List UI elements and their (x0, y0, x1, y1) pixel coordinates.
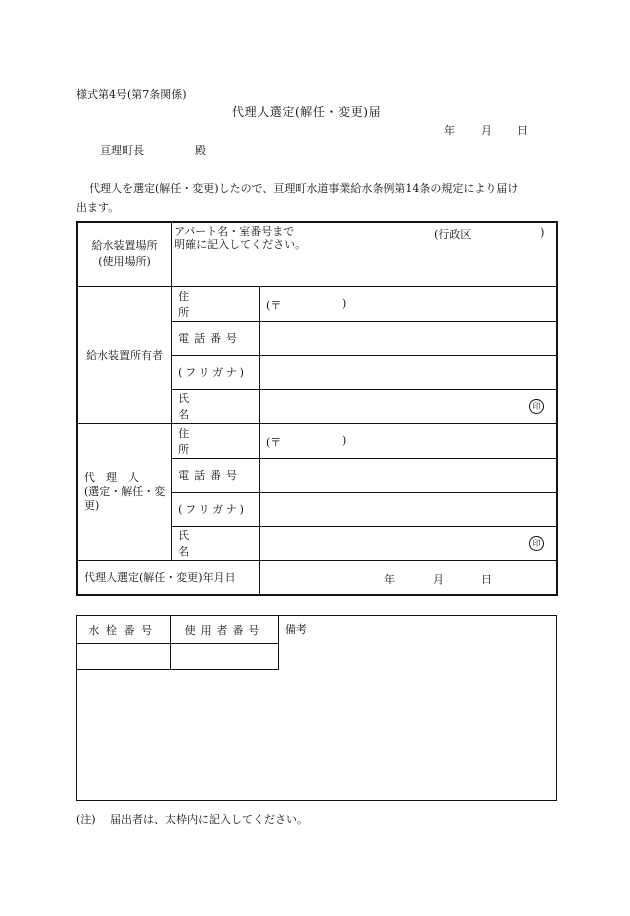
owner-label: 給水装置所有者 (86, 348, 164, 362)
owner-label-cell (77, 286, 172, 423)
agent-label-cell (77, 423, 172, 560)
intro-line-1: 代理人を選定(解任・変更)したので、亘理町水道事業給水条例第14条の規定により届け (89, 182, 519, 195)
meter-number-field[interactable] (77, 644, 171, 670)
owner-phone-label-cell (172, 321, 260, 355)
agent-date-month: 月 (432, 572, 444, 586)
location-label-line-1: 給水装置場所 (91, 239, 158, 253)
agent-postal-close: ) (341, 433, 347, 447)
agent-date-field[interactable] (259, 560, 557, 595)
agent-label-line-2: (選定・解任・変 (84, 484, 166, 498)
agent-address-field[interactable] (259, 423, 557, 458)
agent-date-label-cell (77, 560, 259, 595)
agent-phone-label-cell (172, 458, 260, 492)
footnote-mark: (注) (76, 813, 96, 826)
agent-date-day: 日 (480, 572, 492, 586)
date-year-label: 年 (444, 124, 455, 137)
date-day-label: 日 (517, 124, 528, 137)
ward-label: (行政区 (434, 228, 472, 241)
owner-furigana-label: (フリガナ) (178, 366, 247, 379)
owner-postal-mark: (〒 (265, 298, 282, 312)
agent-name-label: 氏名 (178, 529, 225, 558)
agent-seal-icon: 印 (529, 536, 544, 551)
location-label-cell (77, 222, 172, 286)
owner-address-label: 住所 (178, 289, 225, 319)
date-month-label: 月 (481, 124, 492, 137)
remarks-label: 備考 (285, 623, 307, 636)
agent-date-year: 年 (383, 572, 395, 586)
owner-furigana-field[interactable] (259, 355, 557, 389)
intro-line-2: 出ます。 (76, 201, 120, 214)
agent-phone-label: 電話番号 (178, 469, 242, 482)
user-number-field[interactable] (171, 644, 279, 670)
agent-address-label: 住所 (178, 426, 225, 456)
agent-name-field[interactable] (259, 526, 557, 560)
owner-furigana-label-cell (172, 355, 260, 389)
form-title: 代理人選定(解任・変更)届 (232, 105, 382, 119)
agent-label-line-3: 更) (84, 498, 100, 512)
agent-label-line-1: 代 理 人 (84, 470, 139, 484)
agent-furigana-field[interactable] (259, 492, 557, 526)
owner-phone-label: 電話番号 (178, 332, 242, 345)
footnote-text: 届出者は、太枠内に記入してください。 (110, 813, 308, 826)
agent-address-label-cell (172, 423, 260, 458)
office-number-table (76, 615, 279, 670)
honorific: 殿 (195, 144, 206, 157)
owner-name-label: 氏名 (178, 392, 225, 421)
main-form-table (76, 221, 558, 596)
agent-date-label: 代理人選定(解任・変更)年月日 (84, 571, 236, 585)
location-note-line-2: 明確に記入してください。 (174, 238, 307, 251)
user-number-label-cell (171, 616, 279, 644)
location-input-cell[interactable] (172, 222, 557, 286)
agent-furigana-label-cell (172, 492, 260, 526)
owner-seal-icon: 印 (529, 399, 544, 414)
owner-name-label-cell (172, 389, 260, 423)
meter-number-label: 水栓番号 (88, 623, 159, 637)
form-number: 様式第4号(第7条関係) (76, 88, 187, 101)
owner-postal-close: ) (341, 296, 347, 310)
owner-address-label-cell (172, 286, 260, 321)
agent-phone-field[interactable] (259, 458, 557, 492)
agent-furigana-label: (フリガナ) (178, 503, 247, 516)
location-label-line-2: (使用場所) (98, 255, 151, 269)
meter-number-label-cell (77, 616, 171, 644)
agent-postal-mark: (〒 (265, 435, 282, 449)
user-number-label: 使用者番号 (184, 623, 265, 637)
addressee: 亘理町長 (100, 144, 144, 157)
owner-address-field[interactable] (259, 286, 557, 321)
owner-phone-field[interactable] (259, 321, 557, 355)
agent-name-label-cell (172, 526, 260, 560)
owner-name-field[interactable] (259, 389, 557, 423)
location-note-line-1: アパート名・室番号まで (174, 225, 295, 238)
ward-close: ) (540, 226, 545, 239)
